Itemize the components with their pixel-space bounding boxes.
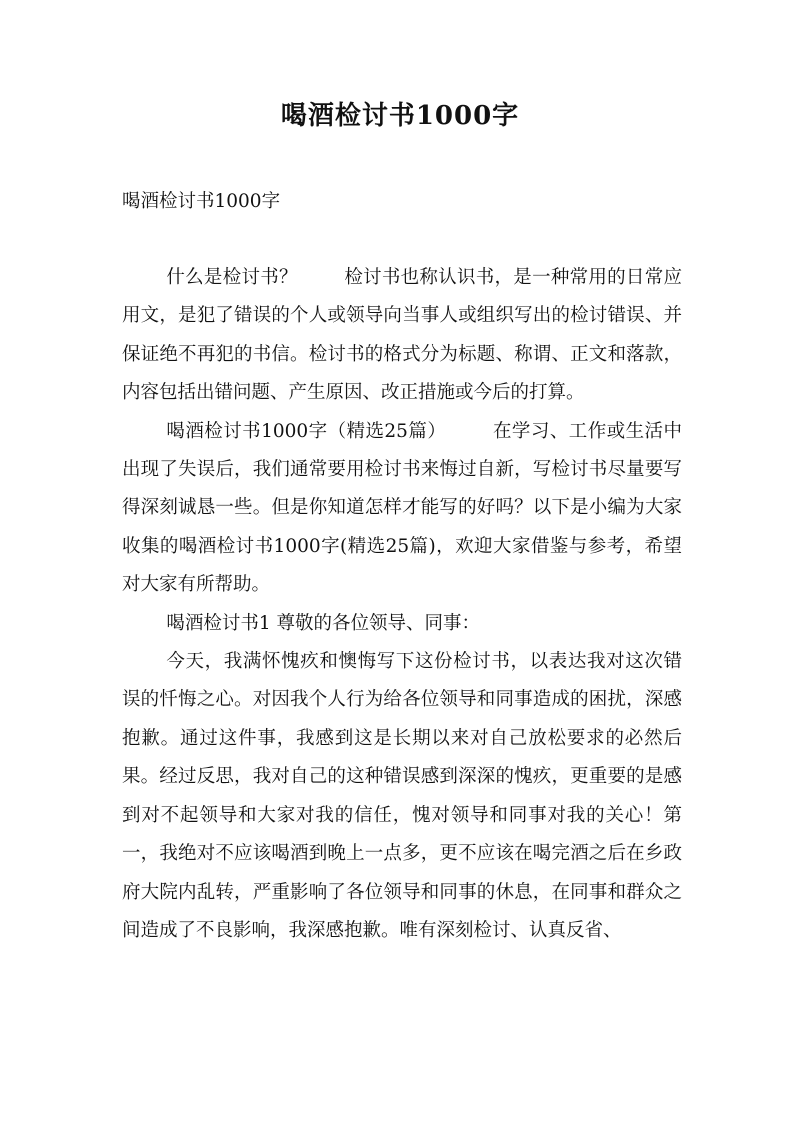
document-title: 喝酒检讨书1000字 xyxy=(280,101,520,131)
paragraph-text: 检讨书也称认识书，是一种常用的日常应用文，是犯了错误的个人或领导向当事人或组织写出的检讨错误、并保证绝不再犯的书信。检讨书的格式分为标题、称谓、正文和落款，内容包括出错问题、产生原因、改正措施或今后的打算。 xyxy=(122,267,682,404)
paragraph-salutation xyxy=(122,605,682,643)
paragraph-definition xyxy=(122,259,682,413)
paragraph-text: 在学习、工作或生活中出现了失误后，我们通常要用检讨书来悔过自新，写检讨书尽量要写得深刻诚恳一些。但是你知道怎样才能写的好吗？以下是小编为大家收集的喝酒检讨书1000字(精选25篇)，欢迎大家借鉴与参考，希望对大家有所帮助。 xyxy=(122,420,682,596)
paragraph-text: 今天，我满怀愧疚和懊悔写下这份检讨书，以表达我对这次错误的忏悔之心。对因我个人行为给各位领导和同事造成的困扰，深感抱歉。通过这件事，我感到这是长期以来对自己放松要求的必然后果。经过反思，我对自己的这种错误感到深深的愧疚，更重要的是感到对不起领导和大家对我的信任，愧对领导和同事对我的关心！第一，我绝对不应该喝酒到晚上一点多，更不应该在喝完酒之后在乡政府大院内乱转，严重影响了各位领导和同事的休息，在同事和群众之间造成了不良影响，我深感抱歉。唯有深刻检讨、认真反省、 xyxy=(122,651,682,941)
paragraph-intro xyxy=(122,413,682,605)
paragraph-text: 喝酒检讨书1 尊敬的各位领导、同事： xyxy=(166,612,481,634)
paragraph-lead: 喝酒检讨书1000字（精选25篇） xyxy=(166,420,447,442)
paragraph-body xyxy=(122,643,682,950)
paragraph-lead: 什么是检讨书？ xyxy=(166,267,298,288)
document-body xyxy=(122,259,682,950)
document-subtitle: 喝酒检讨书1000字 xyxy=(122,191,281,212)
